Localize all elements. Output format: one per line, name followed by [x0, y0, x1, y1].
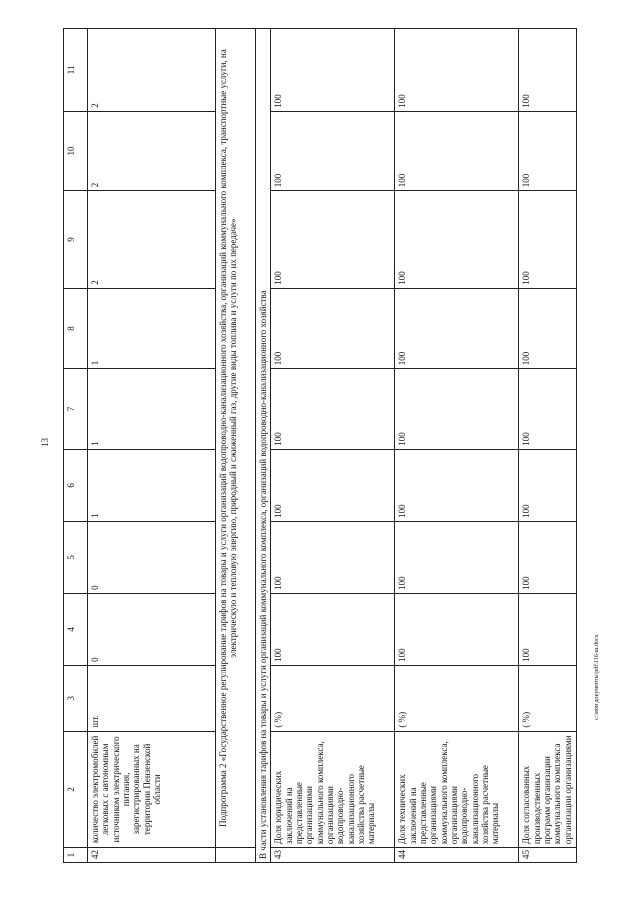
value-cell: 100 [271, 369, 395, 450]
value-cell: 100 [271, 288, 395, 369]
value-cell: 100 [519, 29, 577, 112]
table-row [395, 29, 519, 863]
header-cell: 4 [64, 593, 88, 665]
row-number: 44 [395, 848, 519, 863]
value-cell: 0 [88, 593, 216, 665]
header-cell: 1 [64, 848, 88, 863]
value-cell: 100 [519, 288, 577, 369]
table-row [271, 29, 395, 863]
value-cell: 2 [88, 191, 216, 288]
indicator-name: Доля согласованных производственных программ организации коммунального комплекса организации организациями [519, 731, 577, 848]
header-cell: 3 [64, 665, 88, 731]
header-cell: 8 [64, 288, 88, 369]
value-cell: 100 [519, 521, 577, 593]
header-cell: 10 [64, 111, 88, 190]
value-cell: 100 [519, 111, 577, 190]
section-row [256, 29, 271, 863]
table-row [88, 29, 216, 863]
header-cell: 5 [64, 521, 88, 593]
value-cell: 100 [519, 191, 577, 288]
subprogram-title: Подпрограмма 2 «Государственное регулирование тарифов на товары и услуги организаций водопроводно-канализационного хозяйства, организаций коммунального комплекса, транспортные услуги, на электрическую и тепловую энергию, природный и сжиженный газ, другие виды топлива и услуги по их передаче» [216, 29, 256, 848]
value-cell: 100 [395, 593, 519, 665]
row-number: 43 [271, 848, 395, 863]
page-number: 13 [40, 438, 50, 447]
row-number: 45 [519, 848, 577, 863]
value-cell: 1 [88, 449, 216, 521]
value-cell: 100 [395, 288, 519, 369]
value-cell: 100 [519, 449, 577, 521]
section-title: В части установления тарифов на товары и услуги организаций коммунального комплекса, организаций водопроводно-канализационного хозяйства [256, 29, 271, 863]
indicator-name: Доля технических заключений на представленные организациями коммунального комплекса, организациями водопроводно-канализационного хозяйства расчетные материалы [395, 731, 519, 848]
unit-cell: ( %) [395, 665, 519, 731]
header-cell: 9 [64, 191, 88, 288]
header-cell: 6 [64, 449, 88, 521]
indicator-table [63, 28, 577, 863]
unit-cell: шт. [88, 665, 216, 731]
value-cell: 100 [271, 593, 395, 665]
header-cell: 11 [64, 29, 88, 112]
value-cell: 100 [271, 521, 395, 593]
value-cell: 0 [88, 521, 216, 593]
value-cell: 100 [395, 449, 519, 521]
value-cell: 100 [271, 449, 395, 521]
value-cell: 100 [395, 369, 519, 450]
value-cell: 100 [271, 111, 395, 190]
value-cell: 2 [88, 111, 216, 190]
indicator-name: Доля юридических заключений на представленные организациями коммунального комплекса, организациями водопроводно-канализационного хозяйства расчетные материалы [271, 731, 395, 848]
value-cell: 100 [395, 111, 519, 190]
value-cell: 100 [519, 369, 577, 450]
value-cell: 100 [271, 191, 395, 288]
value-cell: 100 [519, 593, 577, 665]
value-cell: 100 [271, 29, 395, 112]
indicator-table-sheet [63, 28, 573, 863]
table-row [519, 29, 577, 863]
header-row [64, 29, 88, 863]
value-cell: 100 [395, 191, 519, 288]
header-cell: 7 [64, 369, 88, 450]
value-cell: 100 [395, 521, 519, 593]
unit-cell: ( %) [519, 665, 577, 731]
row-number: 42 [88, 848, 216, 863]
indicator-name: количество электромобилей легковых с автономным источником электрического питания, зарегистрированных на территории Пензенской области [88, 731, 216, 848]
value-cell: 1 [88, 288, 216, 369]
footer-file-path: c:\мои документы\pdf\116-ш.docx [594, 634, 600, 720]
value-cell: 100 [395, 29, 519, 112]
subprogram-row [216, 29, 256, 863]
value-cell: 2 [88, 29, 216, 112]
unit-cell: ( %) [271, 665, 395, 731]
header-cell: 2 [64, 731, 88, 848]
value-cell: 1 [88, 369, 216, 450]
